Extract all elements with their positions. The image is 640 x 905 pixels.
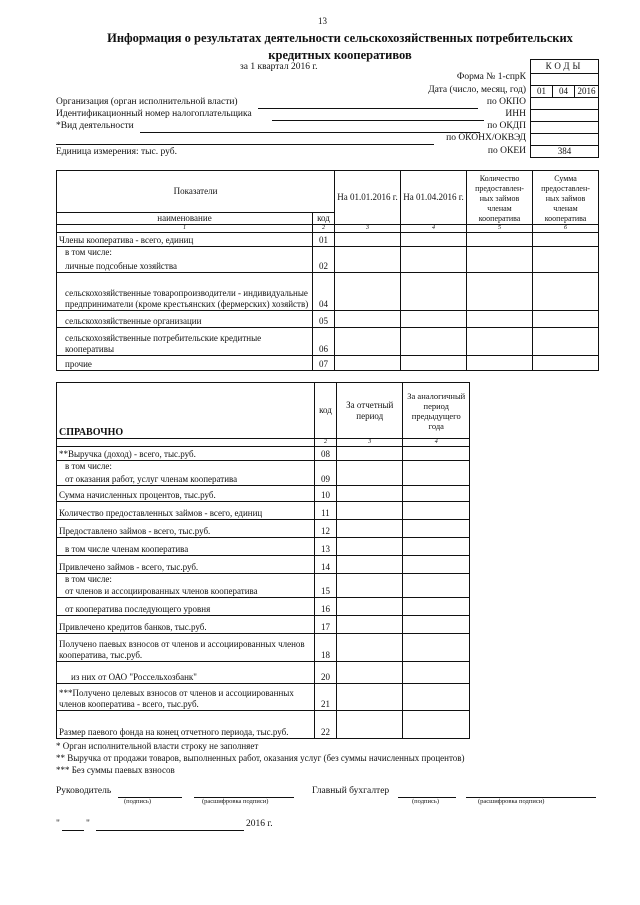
row-code: 15 xyxy=(314,585,336,598)
value-cell[interactable] xyxy=(337,461,403,473)
row-code: 16 xyxy=(314,598,336,616)
organization-label: Организация (орган исполнительной власти) xyxy=(56,97,238,107)
value-cell[interactable] xyxy=(337,616,403,634)
footnote-3: *** Без суммы паевых взносов xyxy=(56,765,175,775)
value-cell[interactable] xyxy=(337,472,403,485)
row-code: 21 xyxy=(314,684,336,711)
col-number: 2 xyxy=(314,439,336,447)
header-code: код xyxy=(313,213,335,225)
value-cell[interactable] xyxy=(467,272,533,310)
table-row xyxy=(57,461,470,473)
table-row xyxy=(57,272,599,310)
value-cell[interactable] xyxy=(403,485,470,501)
row-code: 02 xyxy=(313,258,335,272)
value-cell[interactable] xyxy=(403,616,470,634)
row-name: от членов и ассоциированных членов кооператива xyxy=(57,585,315,598)
header-previous-period: За аналогичный период предыдущего года xyxy=(403,383,470,439)
value-cell[interactable] xyxy=(533,272,599,310)
header-indicators: Показатели xyxy=(57,171,335,213)
head-signature-caption: (подпись) xyxy=(124,798,151,805)
header-date-start: На 01.01.2016 г. xyxy=(335,171,401,225)
accountant-signature-caption: (подпись) xyxy=(412,798,439,805)
header-loan-sum: Сумма предоставлен-ных займов членам кооператива xyxy=(533,171,599,225)
value-cell[interactable] xyxy=(467,258,533,272)
table-row xyxy=(57,634,470,662)
form-title-line-2: кредитных кооперативов xyxy=(268,48,412,62)
date-quote-open: " xyxy=(56,819,60,829)
col-number: 5 xyxy=(467,225,533,233)
activity-label: *Вид деятельности xyxy=(56,121,134,131)
value-cell[interactable] xyxy=(533,355,599,370)
col-number: 6 xyxy=(533,225,599,233)
row-code: 09 xyxy=(314,472,336,485)
value-cell[interactable] xyxy=(533,258,599,272)
table-row xyxy=(57,472,470,485)
row-code: 20 xyxy=(314,662,336,684)
table-row xyxy=(57,711,470,739)
okdp-label: по ОКДП xyxy=(487,121,526,131)
col-number: 3 xyxy=(337,439,403,447)
value-cell[interactable] xyxy=(337,598,403,616)
row-code: 08 xyxy=(314,447,336,461)
row-code xyxy=(314,573,336,585)
header-name: наименование xyxy=(57,213,313,225)
row-code: 18 xyxy=(314,634,336,662)
row-name: прочие xyxy=(57,355,313,370)
okonh-label: по ОКОНХ/ОКВЭД xyxy=(446,133,526,143)
value-cell[interactable] xyxy=(337,519,403,537)
header-current-period: За отчетный период xyxy=(337,383,403,439)
row-name: ***Получено целевых взносов от членов и ассоциированных членов кооператива - всего, тыс.руб. xyxy=(57,684,315,711)
table-row xyxy=(57,501,470,519)
table-row xyxy=(57,537,470,555)
table-row xyxy=(57,555,470,573)
table-row xyxy=(57,598,470,616)
value-cell[interactable] xyxy=(337,537,403,555)
table-row xyxy=(57,573,470,585)
row-code: 04 xyxy=(313,272,335,310)
inn-field[interactable] xyxy=(272,120,484,121)
value-cell[interactable] xyxy=(337,573,403,585)
row-name: Привлечено займов - всего, тыс.руб. xyxy=(57,555,315,573)
value-cell[interactable] xyxy=(401,233,467,247)
row-name: **Выручка (доход) - всего, тыс.руб. xyxy=(57,447,315,461)
value-cell[interactable] xyxy=(335,327,401,355)
value-cell[interactable] xyxy=(467,247,533,259)
value-cell[interactable] xyxy=(533,247,599,259)
value-cell[interactable] xyxy=(403,447,470,461)
row-name: сельскохозяйственные потребительские кредитные кооперативы xyxy=(57,327,313,355)
header-loan-count: Количество предоставлен-ных займов членам кооператива xyxy=(467,171,533,225)
row-name: Сумма начисленных процентов, тыс.руб. xyxy=(57,485,315,501)
row-code: 11 xyxy=(314,501,336,519)
col-number: 3 xyxy=(335,225,401,233)
value-cell[interactable] xyxy=(467,327,533,355)
accountant-label: Главный бухгалтер xyxy=(312,786,390,796)
table-row xyxy=(57,258,599,272)
unit-label: Единица измерения: тыс. руб. xyxy=(56,147,177,157)
members-table xyxy=(56,170,599,371)
table-row xyxy=(57,519,470,537)
value-cell[interactable] xyxy=(335,233,401,247)
row-name: Привлечено кредитов банков, тыс.руб. xyxy=(57,616,315,634)
value-cell[interactable] xyxy=(403,537,470,555)
table-row xyxy=(57,233,599,247)
inn-label: ИНН xyxy=(505,109,526,119)
table-row xyxy=(57,662,470,684)
value-cell[interactable] xyxy=(403,573,470,585)
value-cell[interactable] xyxy=(337,447,403,461)
value-cell[interactable] xyxy=(401,272,467,310)
row-code xyxy=(313,247,335,259)
value-cell[interactable] xyxy=(533,233,599,247)
row-name: в том числе членам кооператива xyxy=(57,537,315,555)
value-cell[interactable] xyxy=(403,684,470,711)
row-code: 13 xyxy=(314,537,336,555)
row-name: Члены кооператива - всего, единиц xyxy=(57,233,313,247)
value-cell[interactable] xyxy=(403,555,470,573)
table-row xyxy=(57,616,470,634)
table-row xyxy=(57,247,599,259)
table-row xyxy=(57,585,470,598)
value-cell[interactable] xyxy=(335,310,401,327)
value-cell[interactable] xyxy=(403,598,470,616)
reference-table xyxy=(56,382,470,739)
value-cell[interactable] xyxy=(467,233,533,247)
value-cell[interactable] xyxy=(403,634,470,662)
footnote-2: ** Выручка от продажи товаров, выполненных работ, оказания услуг (без суммы начисленных процентов) xyxy=(56,753,465,763)
okei-label: по ОКЕИ xyxy=(487,146,526,156)
date-day: 01 xyxy=(530,85,553,98)
row-code: 22 xyxy=(314,711,336,739)
row-code: 01 xyxy=(313,233,335,247)
footnote-1: * Орган исполнительной власти строку не заполняет xyxy=(56,741,259,751)
row-name: Размер паевого фонда на конец отчетного периода, тыс.руб. xyxy=(57,711,315,739)
codes-header: КОДЫ xyxy=(530,59,599,74)
page-number: 13 xyxy=(318,16,327,26)
value-cell[interactable] xyxy=(337,684,403,711)
form-title-line-1: Информация о результатах деятельности сельскохозяйственных потребительских xyxy=(107,31,573,45)
value-cell[interactable] xyxy=(401,310,467,327)
col-number: 4 xyxy=(401,225,467,233)
row-code: 05 xyxy=(313,310,335,327)
value-cell[interactable] xyxy=(335,272,401,310)
table-row xyxy=(57,327,599,355)
row-name: Получено паевых взносов от членов и ассоциированных членов кооператива, тыс.руб. xyxy=(57,634,315,662)
report-period: за 1 квартал 2016 г. xyxy=(240,62,318,72)
row-code: 17 xyxy=(314,616,336,634)
date-label: Дата (число, месяц, год) xyxy=(428,85,526,95)
row-name: в том числе: xyxy=(57,247,313,259)
value-cell[interactable] xyxy=(335,247,401,259)
table-row xyxy=(57,684,470,711)
date-year: 2016 xyxy=(574,85,599,98)
row-code xyxy=(314,461,336,473)
value-cell[interactable] xyxy=(467,310,533,327)
row-name: сельскохозяйственные товаропроизводители - индивидуальные предприниматели (кроме крестьянских (фермерских) хозяйств) xyxy=(57,272,313,310)
value-cell[interactable] xyxy=(337,501,403,519)
value-cell[interactable] xyxy=(403,662,470,684)
row-code: 12 xyxy=(314,519,336,537)
value-cell[interactable] xyxy=(335,355,401,370)
activity-field-2[interactable] xyxy=(56,144,434,145)
row-code: 06 xyxy=(313,327,335,355)
row-name: в том числе: xyxy=(57,573,315,585)
row-code: 10 xyxy=(314,485,336,501)
value-cell[interactable] xyxy=(335,258,401,272)
value-cell[interactable] xyxy=(401,355,467,370)
accountant-decryption-caption: (расшифровка подписи) xyxy=(478,798,545,805)
sign-year: 2016 г. xyxy=(246,819,273,829)
col-number xyxy=(57,439,315,447)
row-name: Предоставлено займов - всего, тыс.руб. xyxy=(57,519,315,537)
value-cell[interactable] xyxy=(401,327,467,355)
sign-day-field[interactable] xyxy=(62,830,84,831)
okei-code: 384 xyxy=(530,145,599,158)
row-name: от кооператива последующего уровня xyxy=(57,598,315,616)
row-name: от оказания работ, услуг членам кооператива xyxy=(57,472,315,485)
value-cell[interactable] xyxy=(337,711,403,739)
row-name: Количество предоставленных займов - всего, единиц xyxy=(57,501,315,519)
value-cell[interactable] xyxy=(337,634,403,662)
col-number: 1 xyxy=(57,225,313,233)
value-cell[interactable] xyxy=(533,327,599,355)
table-row xyxy=(57,485,470,501)
inn-field-label: Идентификационный номер налогоплательщика xyxy=(56,109,252,119)
value-cell[interactable] xyxy=(403,585,470,598)
value-cell[interactable] xyxy=(403,461,470,473)
col-number: 2 xyxy=(313,225,335,233)
organization-field[interactable] xyxy=(258,108,478,109)
value-cell[interactable] xyxy=(337,662,403,684)
date-quote-close: " xyxy=(86,819,90,829)
table-row xyxy=(57,355,599,370)
date-month: 04 xyxy=(552,85,575,98)
value-cell[interactable] xyxy=(403,501,470,519)
table-row xyxy=(57,447,470,461)
form-number-label: Форма № 1-спрК xyxy=(456,72,526,82)
value-cell[interactable] xyxy=(337,485,403,501)
row-code: 14 xyxy=(314,555,336,573)
value-cell[interactable] xyxy=(403,711,470,739)
row-name: в том числе: xyxy=(57,461,315,473)
sign-month-field[interactable] xyxy=(96,830,244,831)
head-label: Руководитель xyxy=(56,786,112,796)
section-title: СПРАВОЧНО xyxy=(57,383,315,439)
row-name: из них от ОАО "Россельхозбанк" xyxy=(57,662,315,684)
value-cell[interactable] xyxy=(337,555,403,573)
value-cell[interactable] xyxy=(403,472,470,485)
row-name: сельскохозяйственные организации xyxy=(57,310,313,327)
value-cell[interactable] xyxy=(401,247,467,259)
value-cell[interactable] xyxy=(401,258,467,272)
okpo-label: по ОКПО xyxy=(486,97,526,107)
row-name: личные подсобные хозяйства xyxy=(57,258,313,272)
head-decryption-caption: (расшифровка подписи) xyxy=(202,798,269,805)
value-cell[interactable] xyxy=(467,355,533,370)
header-code: код xyxy=(314,383,336,439)
value-cell[interactable] xyxy=(403,519,470,537)
value-cell[interactable] xyxy=(337,585,403,598)
header-date-end: На 01.04.2016 г. xyxy=(401,171,467,225)
col-number: 4 xyxy=(403,439,470,447)
value-cell[interactable] xyxy=(533,310,599,327)
table-row xyxy=(57,310,599,327)
row-code: 07 xyxy=(313,355,335,370)
